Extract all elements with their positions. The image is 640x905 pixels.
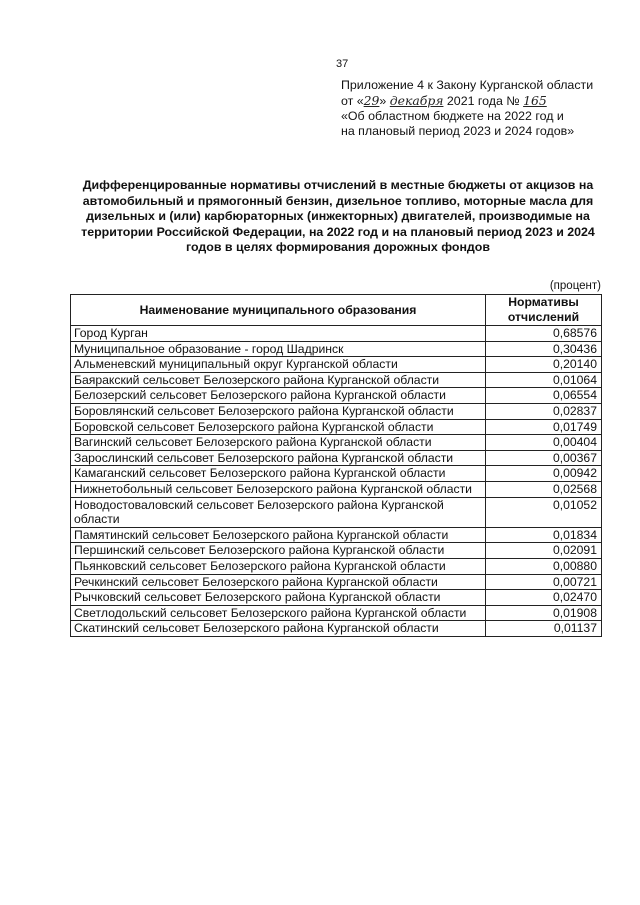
norm-value: 0,00367 [486, 450, 602, 466]
table-row [71, 590, 602, 606]
table-row [71, 357, 602, 373]
municipality-name: Вагинский сельсовет Белозерского района Курганской области [71, 435, 486, 451]
appendix-line-4: на плановый период 2023 и 2024 годов» [341, 124, 575, 138]
municipality-name: Боровлянский сельсовет Белозерского района Курганской области [71, 403, 486, 419]
table-row [71, 466, 602, 482]
municipality-name: Светлодольский сельсовет Белозерского района Курганской области [71, 605, 486, 621]
table-row [71, 527, 602, 543]
norm-value: 0,01064 [486, 372, 602, 388]
appendix-line-2 [341, 93, 631, 109]
norm-value: 0,02091 [486, 543, 602, 559]
municipality-name: Памятинский сельсовет Белозерского района Курганской области [71, 527, 486, 543]
municipality-name: Рычковский сельсовет Белозерского района Курганской области [71, 590, 486, 606]
header-municipality: Наименование муниципального образования [71, 295, 486, 326]
norm-value: 0,20140 [486, 357, 602, 373]
municipality-name: Нижнетобольный сельсовет Белозерского района Курганской области [71, 481, 486, 497]
norm-value: 0,02568 [486, 481, 602, 497]
municipality-name: Пьянковский сельсовет Белозерского района Курганской области [71, 558, 486, 574]
norm-value: 0,00721 [486, 574, 602, 590]
municipality-name: Альменевский муниципальный округ Курганской области [71, 357, 486, 373]
table-row [71, 341, 602, 357]
municipality-name: Першинский сельсовет Белозерского района Курганской области [71, 543, 486, 559]
table-row [71, 574, 602, 590]
norm-value: 0,01749 [486, 419, 602, 435]
page-number: 37 [336, 58, 349, 70]
norm-value: 0,06554 [486, 388, 602, 404]
municipality-name: Город Курган [71, 326, 486, 342]
municipality-name: Речкинский сельсовет Белозерского района Курганской области [71, 574, 486, 590]
norm-value: 0,02837 [486, 403, 602, 419]
table-row [71, 435, 602, 451]
table-row [71, 372, 602, 388]
appendix-line-1: Приложение 4 к Закону Курганской области [341, 78, 594, 92]
header-norms: Нормативы отчислений [486, 295, 602, 326]
appendix-header [341, 78, 631, 139]
appendix-line-3: «Об областном бюджете на 2022 год и [341, 109, 564, 123]
norm-value: 0,02470 [486, 590, 602, 606]
handwritten-day: 29 [363, 93, 380, 108]
table-row [71, 388, 602, 404]
table-row [71, 403, 602, 419]
table-row [71, 419, 602, 435]
document-title: Дифференцированные нормативы отчислений в местные бюджеты от акцизов на автомобильный и прямогонный бензин, дизельное топливо, моторные масла для дизельных и (или) карбюраторных (инжекторных) двигателей, производимые на территории Российской Федерации, на 2022 год и на плановый период 2023 и 2024 годов в целях формирования дорожных фондов [81, 178, 595, 255]
norm-value: 0,00942 [486, 466, 602, 482]
handwritten-month: декабря [389, 93, 444, 108]
norm-value: 0,00404 [486, 435, 602, 451]
date-prefix: от « [341, 94, 364, 108]
norm-value: 0,00880 [486, 558, 602, 574]
table-body [71, 326, 602, 637]
norm-value: 0,01834 [486, 527, 602, 543]
norm-value: 0,01052 [486, 497, 602, 527]
table-row [71, 621, 602, 637]
table-row [71, 543, 602, 559]
table-row [71, 481, 602, 497]
municipality-name: Новодостоваловский сельсовет Белозерского района Курганской области [71, 497, 486, 527]
year-text: 2021 года № [446, 94, 520, 108]
norms-table [70, 294, 602, 637]
handwritten-number: 165 [523, 93, 547, 108]
norm-value: 0,68576 [486, 326, 602, 342]
municipality-name: Боровской сельсовет Белозерского района Курганской области [71, 419, 486, 435]
date-mid: » [379, 94, 387, 108]
municipality-name: Баяракский сельсовет Белозерского района Курганской области [71, 372, 486, 388]
table-row [71, 450, 602, 466]
norm-value: 0,01137 [486, 621, 602, 637]
municipality-name: Муниципальное образование - город Шадринск [71, 341, 486, 357]
table-row [71, 605, 602, 621]
municipality-name: Скатинский сельсовет Белозерского района Курганской области [71, 621, 486, 637]
table-row [71, 558, 602, 574]
norm-value: 0,30436 [486, 341, 602, 357]
unit-label: (процент) [549, 280, 601, 292]
table-row [71, 497, 602, 527]
norm-value: 0,01908 [486, 605, 602, 621]
table-row [71, 326, 602, 342]
municipality-name: Камаганский сельсовет Белозерского района Курганской области [71, 466, 486, 482]
municipality-name: Зарослинский сельсовет Белозерского района Курганской области [71, 450, 486, 466]
municipality-name: Белозерский сельсовет Белозерского района Курганской области [71, 388, 486, 404]
table-header-row [71, 295, 602, 326]
